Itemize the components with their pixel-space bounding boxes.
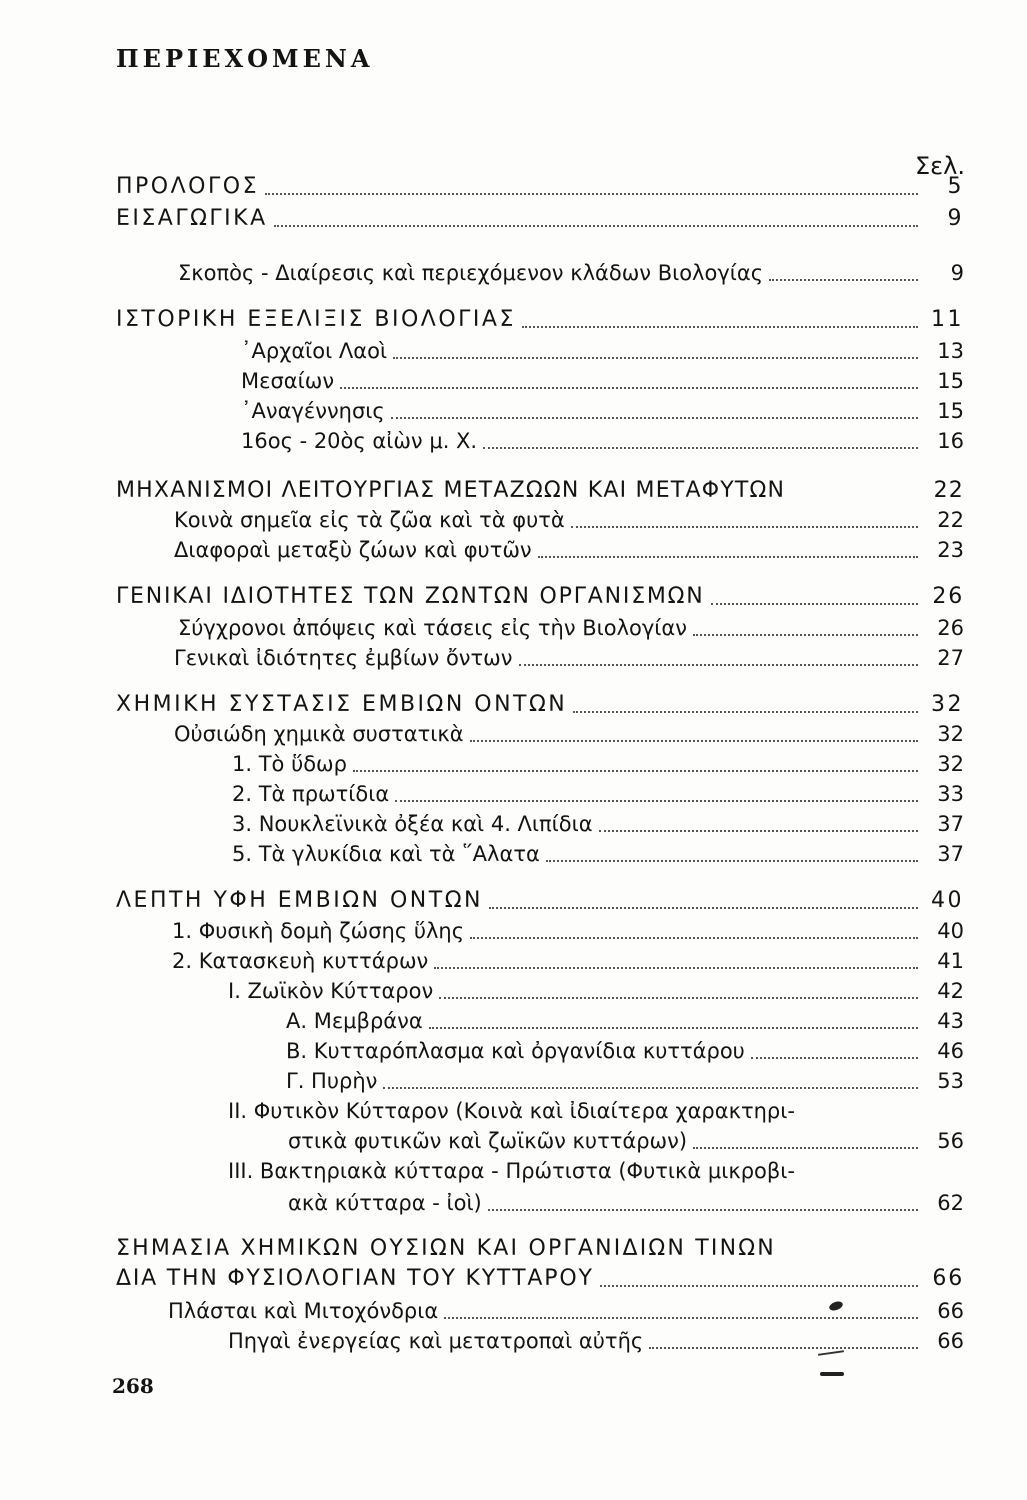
leader-dots (546, 859, 918, 862)
toc-entry (116, 170, 964, 200)
leader-dots (470, 739, 918, 742)
leader-dots (599, 829, 918, 832)
toc-entry-page: 33 (937, 782, 964, 806)
toc-entry-page: 5 (947, 174, 964, 199)
toc-entry-page: 27 (937, 646, 964, 670)
toc-entry-continued-line: ΣΗΜΑΣΙΑ ΧΗΜΙΚΩΝ ΟΥΣΙΩΝ ΚΑΙ ΟΡΓΑΝΙΔΙΩΝ ΤΙΝΩΝ (116, 1236, 776, 1261)
toc-entry (241, 334, 964, 364)
toc-entry-title: ΜΗΧΑΝΙΣΜΟΙ ΛΕΙΤΟΥΡΓΙΑΣ ΜΕΤΑΖΩΩΝ ΚΑΙ ΜΕΤΑΦΥΤΩΝ (116, 478, 786, 503)
toc-entry-page: 56 (937, 1129, 964, 1153)
toc-entry-title: 16ος - 20ὸς αἰὼν μ. Χ. (241, 429, 478, 453)
toc-entry-page: 23 (937, 538, 964, 562)
ink-mark (820, 1372, 844, 1376)
toc-entry-page: 66 (932, 1266, 964, 1291)
toc-entry-title: Οὐσιώδη χημικὰ συστατικὰ (174, 722, 464, 746)
toc-entry-title: ΔΙΑ ΤΗΝ ΦΥΣΙΟΛΟΓΙΑΝ ΤΟΥ ΚΥΤΤΑΡΟΥ (116, 1266, 594, 1291)
toc-entry (232, 807, 964, 837)
toc-entry (174, 641, 964, 671)
toc-entry (241, 424, 964, 454)
toc-entry (178, 256, 964, 286)
leader-dots (444, 1316, 918, 1319)
toc-entry-title: Μεσαίων (241, 369, 335, 393)
leader-dots (439, 996, 918, 999)
leader-dots (383, 1086, 918, 1089)
toc-entry-title: Κοινὰ σημεῖα εἰς τὰ ζῶα καὶ τὰ φυτὰ (174, 508, 565, 532)
leader-dots (751, 1056, 918, 1059)
toc-entry-title: ΙΣΤΟΡΙΚΗ ΕΞΕΛΙΞΙΣ ΒΙΟΛΟΓΙΑΣ (116, 307, 516, 332)
leader-dots (391, 416, 918, 419)
toc-entry-page: 37 (937, 842, 964, 866)
leader-dots (489, 906, 918, 909)
toc-entry-page: 32 (937, 752, 964, 776)
toc-entry-page: 16 (937, 429, 964, 453)
leader-dots (483, 446, 918, 449)
toc-entry-title: ακὰ κύτταρα - ἰοὶ) (288, 1191, 482, 1215)
leader-dots (791, 498, 918, 499)
toc-entry-page: 46 (937, 1039, 964, 1063)
toc-entry-title: στικὰ φυτικῶν καὶ ζωϊκῶν κυττάρων) (288, 1129, 688, 1153)
leader-dots (470, 936, 918, 939)
toc-entry-page: 9 (950, 261, 964, 285)
toc-entry (232, 747, 964, 777)
leader-dots (538, 555, 918, 558)
leader-dots (393, 356, 918, 359)
toc-entry-title: Γ. Πυρὴν (286, 1069, 378, 1093)
toc-entry-title: 3. Νουκλεϊνικὰ ὀξέα καὶ 4. Λιπίδια (232, 812, 593, 836)
toc-entry-page: 41 (937, 949, 964, 973)
leader-dots (769, 278, 918, 281)
page-number: 268 (112, 1374, 154, 1398)
page-title: ΠΕΡΙΕΧΟΜΕΝΑ (116, 44, 374, 73)
toc-entry (168, 1294, 964, 1324)
toc-entry (116, 202, 964, 232)
toc-entry (232, 777, 964, 807)
toc-entry (174, 533, 964, 563)
leader-dots (395, 799, 918, 802)
toc-entry (232, 837, 964, 867)
leader-dots (522, 325, 918, 328)
toc-entry-title: ΧΗΜΙΚΗ ΣΥΣΤΑΣΙΣ ΕΜΒΙΩΝ ΟΝΤΩΝ (116, 692, 568, 717)
toc-entry-title: 5. Τὰ γλυκίδια καὶ τὰ ῞Αλατα (232, 842, 540, 866)
toc-entry (228, 974, 964, 1004)
toc-entry-title: ΛΕΠΤΗ ΥΦΗ ΕΜΒΙΩΝ ΟΝΤΩΝ (116, 888, 483, 913)
toc-entry-page: 32 (931, 692, 964, 717)
leader-dots (265, 192, 918, 195)
toc-entry-page: 40 (931, 888, 964, 913)
toc-entry-page: 22 (933, 478, 964, 503)
toc-entry-title: ᾿Αρχαῖοι Λαοὶ (241, 339, 388, 363)
toc-entry-title: 2. Τὰ πρωτίδια (232, 782, 390, 806)
toc-entry (116, 580, 964, 610)
leader-dots (429, 1026, 918, 1029)
toc-entry-page: 26 (937, 616, 964, 640)
leader-dots (649, 1346, 918, 1349)
toc-entry-title: ΓΕΝΙΚΑΙ ΙΔΙΟΤΗΤΕΣ ΤΩΝ ΖΩΝΤΩΝ ΟΡΓΑΝΙΣΜΩΝ (116, 584, 705, 609)
toc-entry-page: 40 (937, 919, 964, 943)
toc-entry-title: Διαφοραὶ μεταξὺ ζώων καὶ φυτῶν (174, 538, 532, 562)
toc-entry (286, 1064, 964, 1094)
toc-entry (116, 884, 964, 914)
toc-entry-page: 11 (931, 307, 964, 332)
leader-dots (340, 386, 918, 389)
toc-entry-continued-line: II. Φυτικὸν Κύτταρον (Κοινὰ καὶ ἰδιαίτερα χαρακτηρι- (228, 1099, 795, 1123)
toc-entry-title: Πλάσται καὶ Μιτοχόνδρια (168, 1299, 439, 1323)
toc-entry (116, 474, 964, 504)
toc-entry-continued-line: III. Βακτηριακὰ κύτταρα - Πρώτιστα (Φυτικὰ μικροβι- (228, 1159, 795, 1183)
toc-entry (116, 688, 964, 718)
toc-entry-page: 66 (937, 1299, 964, 1323)
leader-dots (519, 663, 919, 666)
leader-dots (353, 769, 918, 772)
toc-entry-title: 1. Τὸ ὕδωρ (232, 752, 347, 776)
toc-entry (174, 503, 964, 533)
page-column-label: Σελ. (915, 152, 965, 180)
toc-entry (241, 394, 964, 424)
toc-entry-title: 2. Κατασκευὴ κυττάρων (172, 949, 429, 973)
leader-dots (711, 602, 918, 605)
leader-dots (434, 966, 918, 969)
toc-entry-page: 26 (932, 584, 964, 609)
leader-dots (488, 1208, 918, 1211)
toc-entry (288, 1186, 964, 1216)
leader-dots (693, 1146, 918, 1149)
toc-entry-title: Γενικαὶ ἰδιότητες ἐμβίων ὄντων (174, 646, 513, 670)
toc-entry-page: 53 (937, 1069, 964, 1093)
toc-entry-page: 43 (937, 1009, 964, 1033)
toc-entry (174, 717, 964, 747)
toc-entry-page: 66 (937, 1329, 964, 1353)
toc-entry (172, 944, 964, 974)
toc-entry-page: 13 (937, 339, 964, 363)
toc-entry-page: 42 (937, 979, 964, 1003)
toc-entry-page: 15 (937, 399, 964, 423)
toc-entry (116, 1262, 964, 1292)
toc-entry-page: 32 (937, 722, 964, 746)
toc-entry-page: 37 (937, 812, 964, 836)
toc-entry-page: 15 (937, 369, 964, 393)
toc-entry-title: Σύγχρονοι ἀπόψεις καὶ τάσεις εἰς τὴν Βιολογίαν (178, 616, 687, 640)
toc-entry (288, 1124, 964, 1154)
toc-entry-title: 1. Φυσικὴ δομὴ ζώσης ὕλης (172, 919, 465, 943)
toc-entry-title: Β. Κυτταρόπλασμα καὶ ὀργανίδια κυττάρου (286, 1039, 745, 1063)
toc-entry-page: 9 (947, 206, 964, 231)
toc-entry (178, 611, 964, 641)
toc-entry-title: ΕΙΣΑΓΩΓΙΚΑ (116, 206, 268, 231)
toc-entry-page: 62 (937, 1191, 964, 1215)
leader-dots (573, 710, 918, 713)
leader-dots (693, 633, 918, 636)
toc-entry-title: ΠΡΟΛΟΓΟΣ (116, 174, 259, 199)
toc-entry (286, 1034, 964, 1064)
leader-dots (600, 1284, 918, 1287)
leader-dots (274, 224, 918, 227)
toc-entry (228, 1324, 964, 1354)
toc-entry (172, 914, 964, 944)
toc-entry-title: ᾿Αναγέννησις (241, 399, 385, 423)
leader-dots (571, 525, 918, 528)
toc-entry (286, 1004, 964, 1034)
toc-entry-title: Πηγαὶ ἐνεργείας καὶ μετατροπαὶ αὐτῆς (228, 1329, 644, 1353)
toc-entry-title: Σκοπὸς - Διαίρεσις καὶ περιεχόμενον κλάδων Βιολογίας (178, 261, 764, 285)
toc-entry-title: I. Ζωϊκὸν Κύτταρον (228, 979, 434, 1003)
toc-entry (116, 303, 964, 333)
toc-entry (241, 364, 964, 394)
toc-entry-page: 22 (937, 508, 964, 532)
toc-entry-title: Α. Μεμβράνα (286, 1009, 423, 1033)
